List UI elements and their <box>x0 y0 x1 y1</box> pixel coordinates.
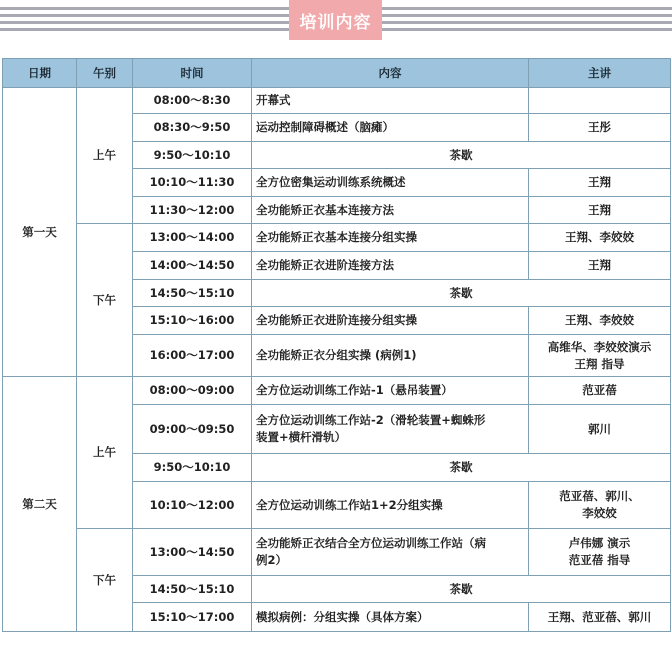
schedule-body <box>3 88 671 632</box>
cell-line: 全方位运动训练工作站-2（滑轮装置+蜘蛛形 <box>256 413 486 427</box>
speaker-cell: 王翔、李姣姣 <box>529 307 671 335</box>
time-cell: 10:10～11:30 <box>133 169 252 197</box>
banner-title: 培训内容 <box>289 0 382 40</box>
content-cell: 运动控制障碍概述（脑瘫） <box>252 114 529 142</box>
content-cell: 全方位密集运动训练系统概述 <box>252 169 529 197</box>
tea-break-cell: 茶歇 <box>252 280 671 307</box>
header-period: 午别 <box>77 59 133 88</box>
time-cell: 08:30～9:50 <box>133 114 252 142</box>
speaker-cell: 郭川 <box>529 405 671 454</box>
speaker-cell: 王翔、李姣姣 <box>529 224 671 252</box>
table-header-row <box>3 59 671 88</box>
table-row <box>3 377 671 405</box>
speaker-cell <box>529 335 671 377</box>
content-cell: 全功能矫正衣分组实操 (病例1) <box>252 335 529 377</box>
time-cell: 13:00～14:00 <box>133 224 252 252</box>
content-cell: 开幕式 <box>252 88 529 114</box>
header-content: 内容 <box>252 59 529 88</box>
time-cell: 14:00～14:50 <box>133 252 252 280</box>
tea-break-cell: 茶歇 <box>252 576 671 603</box>
period-cell: 下午 <box>77 224 133 377</box>
cell-line: 范亚蓓 指导 <box>568 553 631 567</box>
cell-line: 装置+横杆滑轨） <box>256 430 347 444</box>
content-cell <box>252 529 529 576</box>
speaker-cell <box>529 88 671 114</box>
period-cell: 下午 <box>77 529 133 632</box>
day-cell: 第二天 <box>3 377 77 632</box>
period-cell: 上午 <box>77 377 133 529</box>
speaker-cell: 范亚蓓 <box>529 377 671 405</box>
speaker-cell: 王翔 <box>529 197 671 224</box>
cell-line: 例2） <box>256 553 288 567</box>
cell-line: 李姣姣 <box>582 506 617 520</box>
tea-break-cell: 茶歇 <box>252 142 671 169</box>
schedule-table <box>2 58 671 632</box>
speaker-cell: 王翔 <box>529 169 671 197</box>
time-cell: 09:00～09:50 <box>133 405 252 454</box>
speaker-cell: 王翔、范亚蓓、郭川 <box>529 603 671 632</box>
content-cell <box>252 405 529 454</box>
cell-line: 范亚蓓、郭川、 <box>559 489 640 503</box>
header-time: 时间 <box>133 59 252 88</box>
time-cell: 14:50～15:10 <box>133 280 252 307</box>
time-cell: 9:50～10:10 <box>133 142 252 169</box>
day-cell: 第一天 <box>3 88 77 377</box>
time-cell: 10:10～12:00 <box>133 482 252 529</box>
time-cell: 08:00～09:00 <box>133 377 252 405</box>
header-speaker: 主讲 <box>529 59 671 88</box>
time-cell: 9:50～10:10 <box>133 454 252 482</box>
table-row <box>3 88 671 114</box>
time-cell: 15:10～16:00 <box>133 307 252 335</box>
content-cell: 全功能矫正衣基本连接分组实操 <box>252 224 529 252</box>
content-cell: 全功能矫正衣进阶连接分组实操 <box>252 307 529 335</box>
content-cell: 模拟病例：分组实操（具体方案） <box>252 603 529 632</box>
speaker-cell: 王彤 <box>529 114 671 142</box>
time-cell: 16:00～17:00 <box>133 335 252 377</box>
time-cell: 15:10～17:00 <box>133 603 252 632</box>
cell-line: 高维华、李姣姣演示 <box>547 339 652 354</box>
speaker-cell <box>529 529 671 576</box>
content-cell: 全方位运动训练工作站1+2分组实操 <box>252 482 529 529</box>
table-row <box>3 224 671 252</box>
period-cell: 上午 <box>77 88 133 224</box>
tea-break-cell: 茶歇 <box>252 454 671 482</box>
time-cell: 14:50～15:10 <box>133 576 252 603</box>
speaker-cell <box>529 482 671 529</box>
content-cell: 全功能矫正衣进阶连接方法 <box>252 252 529 280</box>
cell-line: 王翔 指导 <box>574 356 625 371</box>
cell-line: 全功能矫正衣结合全方位运动训练工作站（病 <box>256 536 486 550</box>
table-row <box>3 529 671 576</box>
header-date: 日期 <box>3 59 77 88</box>
content-cell: 全方位运动训练工作站-1（悬吊装置） <box>252 377 529 405</box>
content-cell: 全功能矫正衣基本连接方法 <box>252 197 529 224</box>
time-cell: 11:30～12:00 <box>133 197 252 224</box>
time-cell: 13:00～14:50 <box>133 529 252 576</box>
time-cell: 08:00～8:30 <box>133 88 252 114</box>
cell-line: 卢伟娜 演示 <box>568 536 631 550</box>
title-banner <box>0 0 672 40</box>
speaker-cell: 王翔 <box>529 252 671 280</box>
